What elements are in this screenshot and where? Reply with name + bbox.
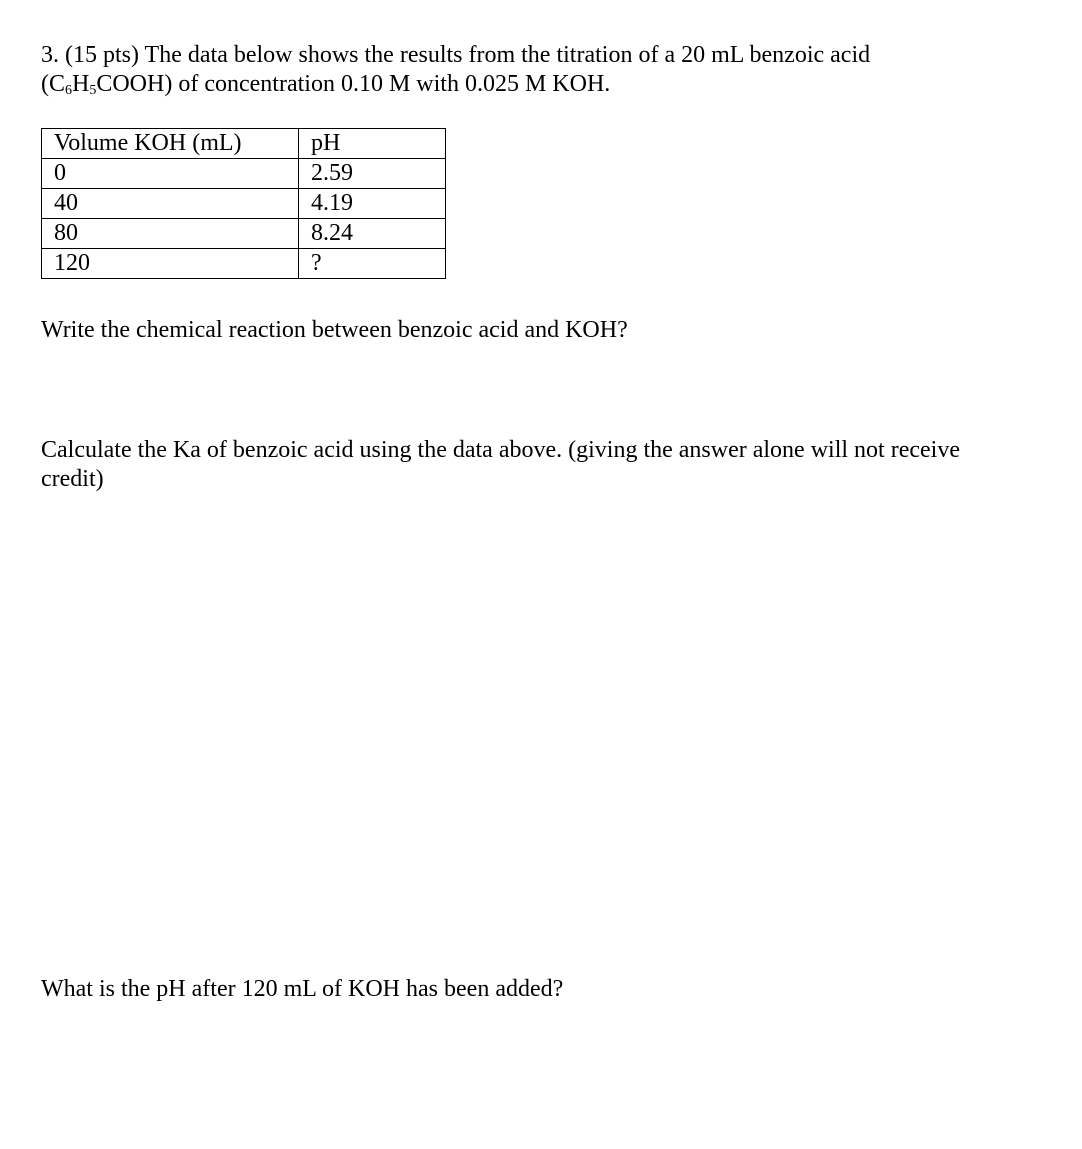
column-header-ph: pH: [299, 129, 446, 159]
question-ph: What is the pH after 120 mL of KOH has been added?: [41, 976, 564, 1002]
question-ka-line2: credit): [41, 466, 104, 492]
volume-cell: 80: [42, 219, 299, 249]
ph-cell: 8.24: [299, 219, 446, 249]
formula-part: (C: [41, 71, 65, 97]
formula-part: COOH): [96, 71, 173, 97]
table-header-row: [42, 129, 446, 159]
volume-cell: 120: [42, 249, 299, 279]
titration-data-table: [41, 128, 446, 279]
formula-part: H: [72, 71, 90, 97]
table-row: [42, 249, 446, 279]
formula-subscript: 5: [89, 83, 97, 98]
question-intro-line2: [41, 70, 1051, 99]
question-intro-rest: of concentration 0.10 M with 0.025 M KOH.: [172, 71, 611, 97]
question-header: [41, 41, 1051, 99]
formula-subscript: 6: [65, 83, 72, 98]
ph-cell: 4.19: [299, 189, 446, 219]
ph-cell: 2.59: [299, 159, 446, 189]
table-row: [42, 159, 446, 189]
question-ka: [41, 436, 1051, 494]
question-intro-line1: 3. (15 pts) The data below shows the results from the titration of a 20 mL benzoic acid: [41, 42, 871, 68]
volume-cell: 0: [42, 159, 299, 189]
table-row: [42, 219, 446, 249]
question-reaction: Write the chemical reaction between benzoic acid and KOH?: [41, 317, 628, 343]
column-header-volume: Volume KOH (mL): [42, 129, 299, 159]
volume-cell: 40: [42, 189, 299, 219]
ph-cell: ?: [299, 249, 446, 279]
question-ka-line1: Calculate the Ka of benzoic acid using the data above. (giving the answer alone will not receive: [41, 437, 960, 463]
table-row: [42, 189, 446, 219]
